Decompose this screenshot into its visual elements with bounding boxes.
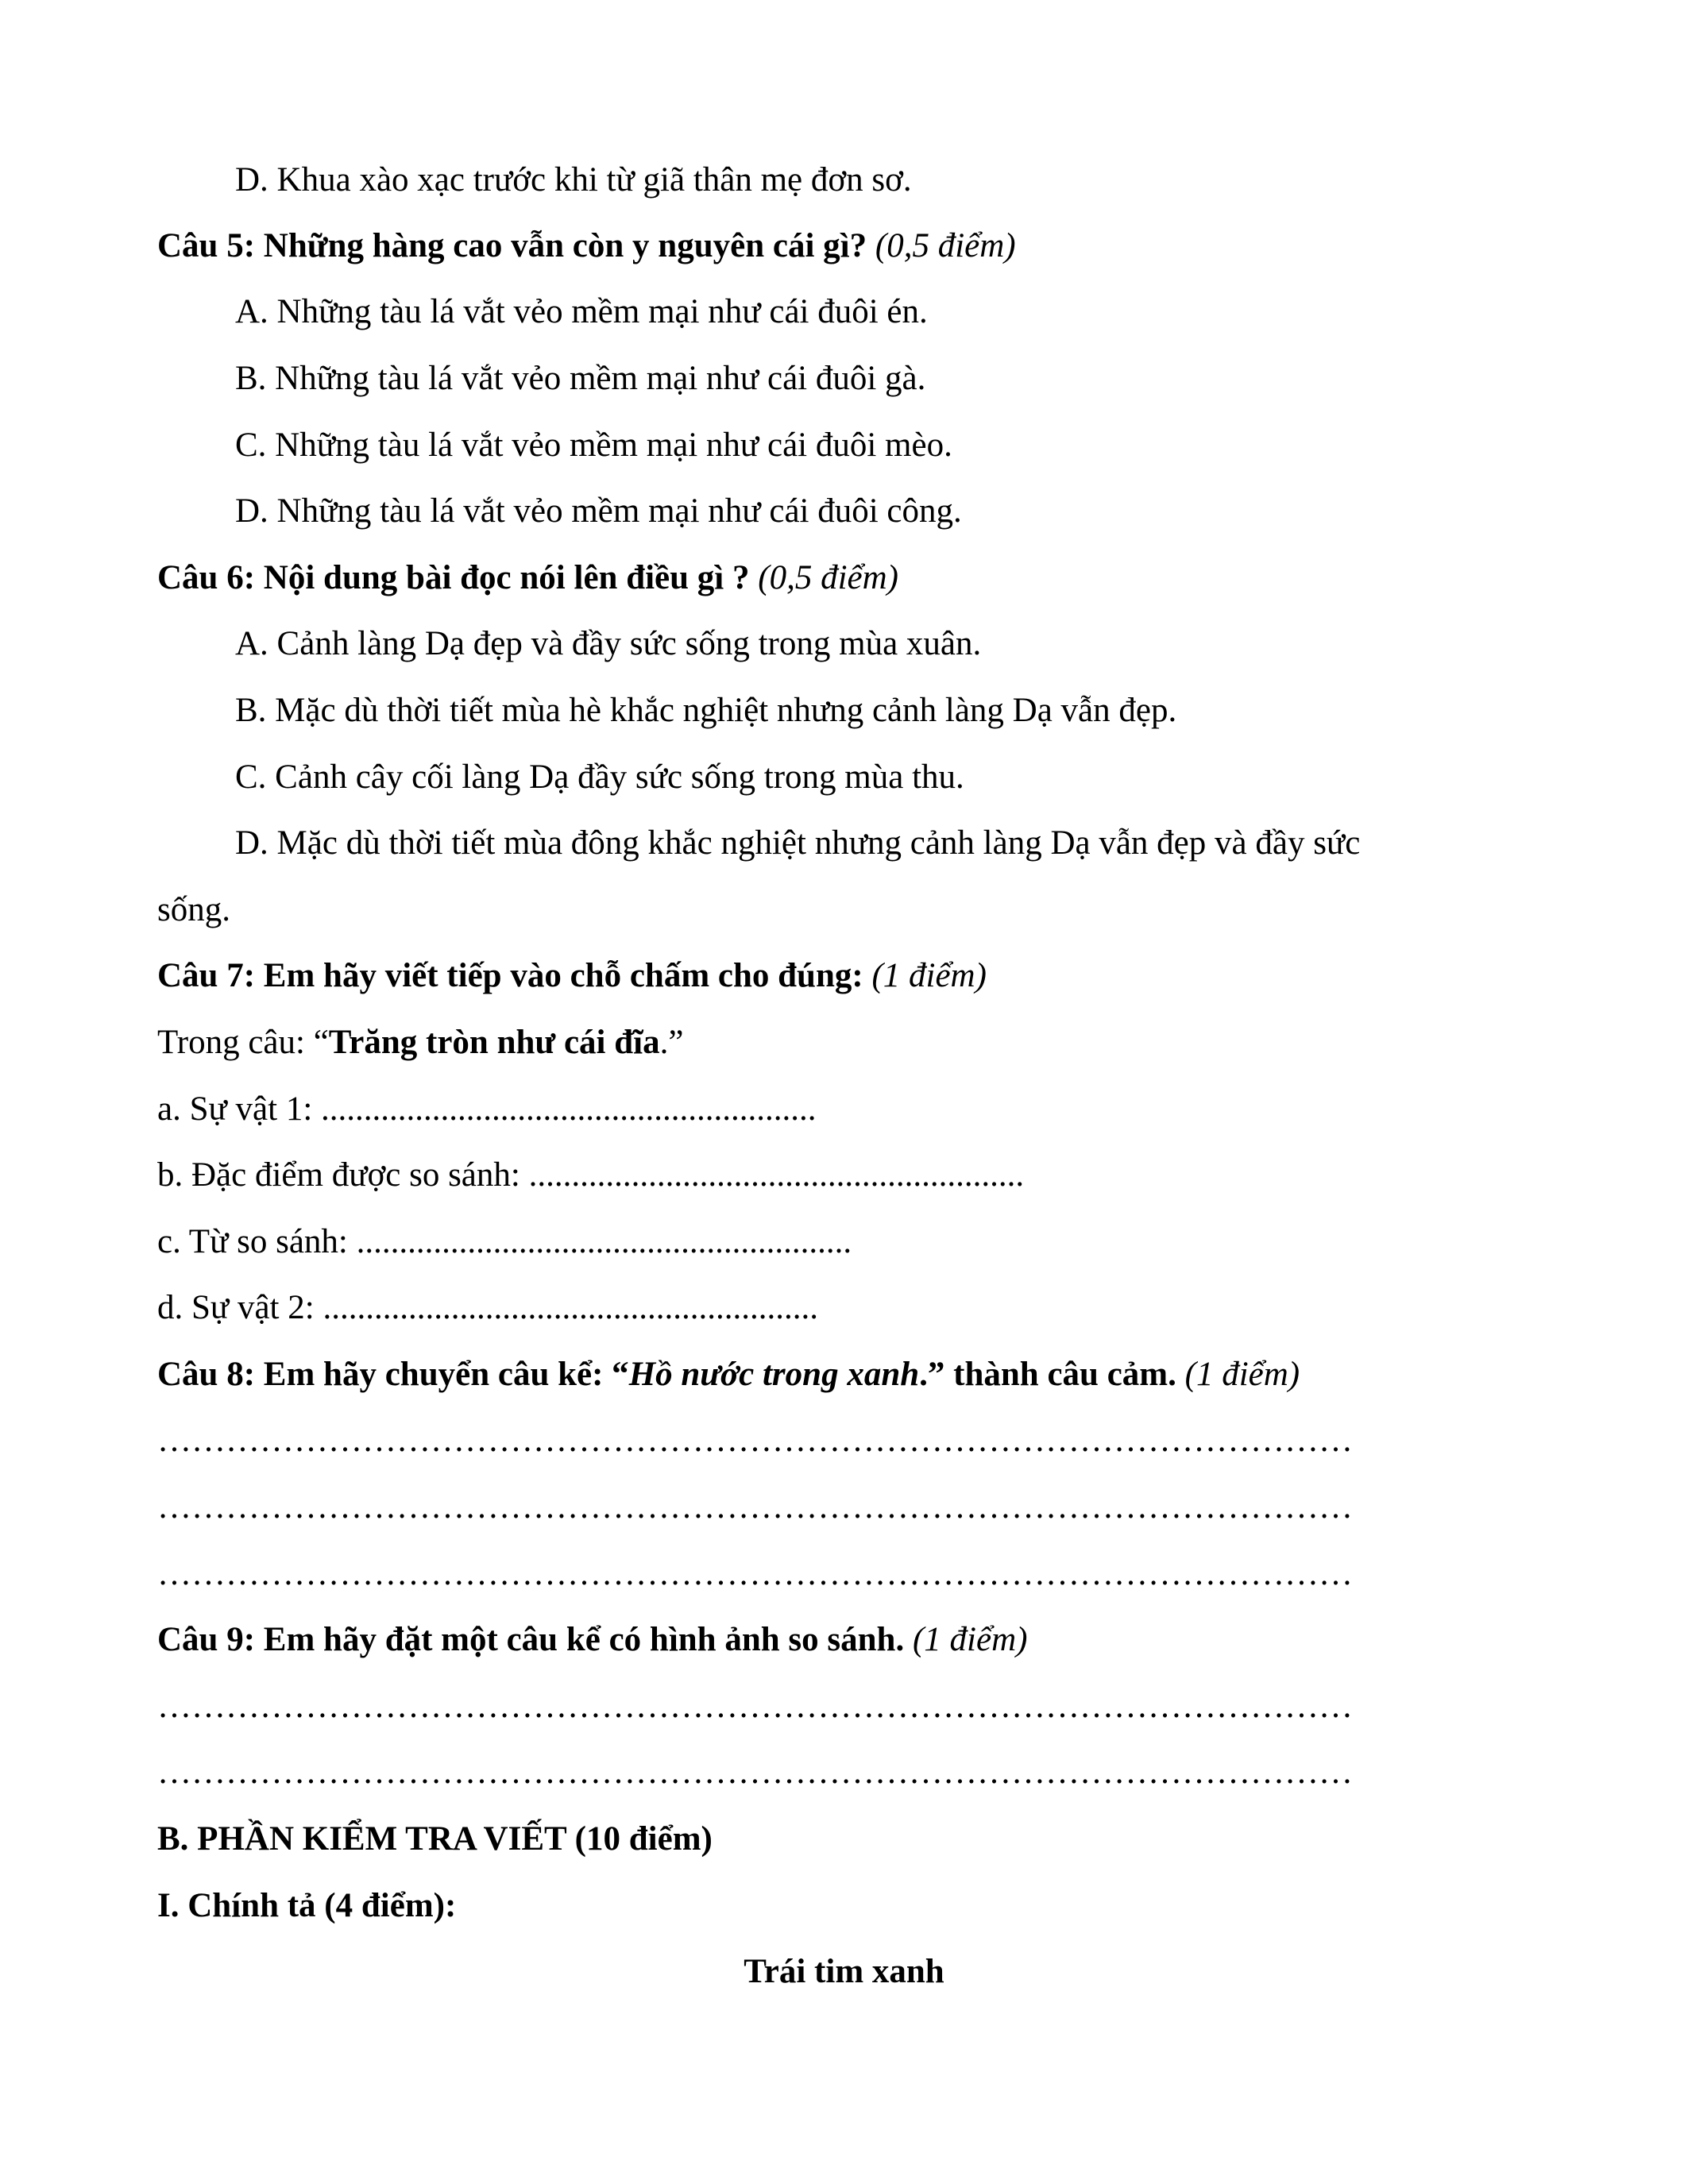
q9-heading (157, 1623, 1027, 1657)
q6-option-d-continued: sống. (157, 891, 230, 928)
q6-option-c: C. Cảnh cây cối làng Dạ đầy sức sống trong mùa thu. (235, 758, 964, 796)
q8-answer-line-1[interactable]: …………………………………………………………………………………………… (157, 1423, 1353, 1457)
q7-sentence-suffix: .” (659, 1024, 684, 1061)
q8-title-suffix: .” thành câu cảm. (919, 1356, 1176, 1393)
q7-points: (1 điểm) (871, 957, 987, 994)
q6-points: (0,5 điểm) (758, 559, 898, 596)
passage-title: Trái tim xanh (744, 1953, 944, 1990)
q7-sentence (157, 1025, 683, 1059)
q4-option-d: D. Khua xào xạc trước khi từ giã thân mẹ đơn sơ. (235, 161, 912, 199)
q7-item-d[interactable]: d. Sự vật 2: .......................................................... (157, 1289, 818, 1326)
q7-sentence-prefix: Trong câu: “ (157, 1024, 329, 1061)
q7-sentence-bold: Trăng tròn như cái đĩa (328, 1024, 660, 1061)
q8-points: (1 điểm) (1184, 1356, 1300, 1393)
q5-points: (0,5 điểm) (875, 227, 1016, 264)
q6-title: Câu 6: Nội dung bài đọc nói lên điều gì ? (157, 559, 750, 596)
q7-heading (157, 959, 987, 993)
q5-title: Câu 5: Những hàng cao vẫn còn y nguyên cái gì? (157, 227, 867, 264)
q7-item-c[interactable]: c. Từ so sánh: .......................................................... (157, 1223, 852, 1260)
q5-option-c: C. Những tàu lá vắt vẻo mềm mại như cái đuôi mèo. (235, 426, 952, 464)
q5-heading (157, 229, 1016, 263)
q8-title-quote: Hồ nước trong xanh (628, 1356, 920, 1393)
q8-answer-line-2[interactable]: …………………………………………………………………………………………… (157, 1490, 1353, 1524)
q9-answer-line-2[interactable]: …………………………………………………………………………………………… (157, 1755, 1353, 1789)
q8-answer-line-3[interactable]: …………………………………………………………………………………………… (157, 1557, 1353, 1591)
q9-points: (1 điểm) (912, 1621, 1028, 1658)
q6-option-a: A. Cảnh làng Dạ đẹp và đầy sức sống trong mùa xuân. (235, 625, 982, 662)
q8-title-prefix: Câu 8: Em hãy chuyển câu kể: “ (157, 1356, 629, 1393)
q6-option-b: B. Mặc dù thời tiết mùa hè khắc nghiệt nhưng cảnh làng Dạ vẫn đẹp. (235, 692, 1177, 729)
q7-item-b[interactable]: b. Đặc điểm được so sánh: .......................................................... (157, 1156, 1025, 1194)
q9-answer-line-1[interactable]: …………………………………………………………………………………………… (157, 1689, 1353, 1723)
q5-option-b: B. Những tàu lá vắt vẻo mềm mại như cái đuôi gà. (235, 360, 926, 397)
q5-option-d: D. Những tàu lá vắt vẻo mềm mại như cái đuôi công. (235, 492, 962, 530)
dictation-heading: I. Chính tả (4 điểm): (157, 1887, 457, 1924)
q8-heading (157, 1357, 1300, 1391)
q6-option-d: D. Mặc dù thời tiết mùa đông khắc nghiệt nhưng cảnh làng Dạ vẫn đẹp và đầy sức (235, 824, 1361, 862)
q6-heading (157, 561, 898, 595)
q5-option-a: A. Những tàu lá vắt vẻo mềm mại như cái đuôi én. (235, 293, 928, 330)
section-b-heading: B. PHẦN KIỂM TRA VIẾT (10 điểm) (157, 1820, 713, 1858)
q9-title: Câu 9: Em hãy đặt một câu kể có hình ảnh so sánh. (157, 1621, 905, 1658)
q7-item-a[interactable]: a. Sự vật 1: .......................................................... (157, 1090, 817, 1128)
q7-title: Câu 7: Em hãy viết tiếp vào chỗ chấm cho đúng: (157, 957, 863, 994)
